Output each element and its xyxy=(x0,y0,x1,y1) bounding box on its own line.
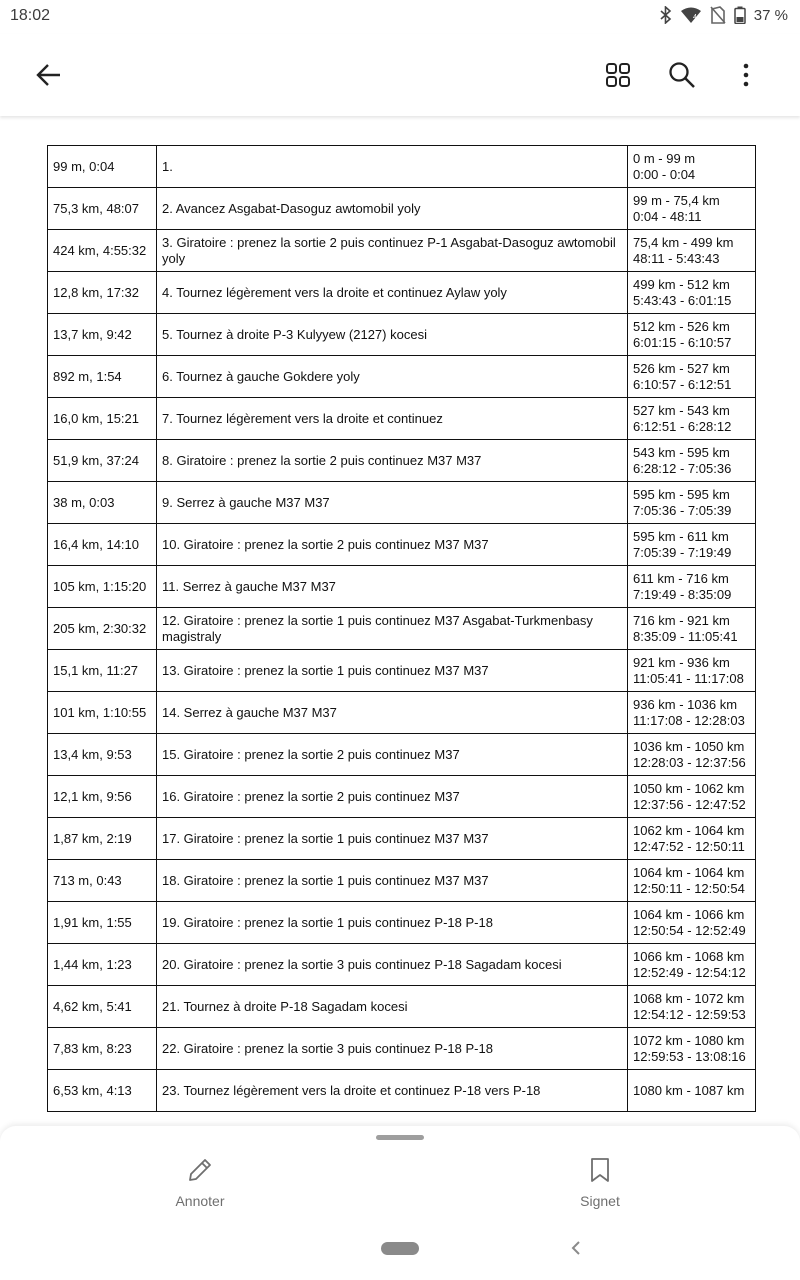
table-row xyxy=(48,566,756,608)
grid-view-icon[interactable] xyxy=(601,58,635,92)
pencil-icon xyxy=(186,1171,214,1188)
range-cell: 716 km - 921 km 8:35:09 - 11:05:41 xyxy=(628,608,756,650)
wifi-icon xyxy=(680,6,702,24)
search-icon[interactable] xyxy=(665,58,699,92)
instruction-cell: 12. Giratoire : prenez la sortie 1 puis continuez M37 Asgabat-Turkmenbasy magistraly xyxy=(157,608,628,650)
instruction-cell: 13. Giratoire : prenez la sortie 1 puis continuez M37 M37 xyxy=(157,650,628,692)
instruction-cell: 20. Giratoire : prenez la sortie 3 puis continuez P-18 Sagadam kocesi xyxy=(157,944,628,986)
distance-cell: 1,87 km, 2:19 xyxy=(48,818,157,860)
table-row xyxy=(48,734,756,776)
table-row xyxy=(48,356,756,398)
bookmark-button[interactable] xyxy=(540,1156,660,1216)
home-pill-icon[interactable] xyxy=(381,1242,419,1255)
status-time: 18:02 xyxy=(10,7,51,24)
distance-cell: 6,53 km, 4:13 xyxy=(48,1070,157,1112)
table-row xyxy=(48,776,756,818)
range-cell: 1066 km - 1068 km 12:52:49 - 12:54:12 xyxy=(628,944,756,986)
instruction-cell: 4. Tournez légèrement vers la droite et continuez Aylaw yoly xyxy=(157,272,628,314)
distance-cell: 892 m, 1:54 xyxy=(48,356,157,398)
table-row xyxy=(48,1070,756,1112)
instruction-cell: 3. Giratoire : prenez la sortie 2 puis continuez P-1 Asgabat-Dasoguz awtomobil yoly xyxy=(157,230,628,272)
range-cell: 921 km - 936 km 11:05:41 - 11:17:08 xyxy=(628,650,756,692)
instruction-cell: 18. Giratoire : prenez la sortie 1 puis continuez M37 M37 xyxy=(157,860,628,902)
table-row xyxy=(48,314,756,356)
bookmark-label: Signet xyxy=(580,1193,620,1209)
range-cell: 527 km - 543 km 6:12:51 - 6:28:12 xyxy=(628,398,756,440)
distance-cell: 99 m, 0:04 xyxy=(48,146,157,188)
distance-cell: 38 m, 0:03 xyxy=(48,482,157,524)
distance-cell: 75,3 km, 48:07 xyxy=(48,188,157,230)
range-cell: 936 km - 1036 km 11:17:08 - 12:28:03 xyxy=(628,692,756,734)
table-row xyxy=(48,860,756,902)
instruction-cell: 7. Tournez légèrement vers la droite et continuez xyxy=(157,398,628,440)
instruction-cell: 21. Tournez à droite P-18 Sagadam kocesi xyxy=(157,986,628,1028)
distance-cell: 51,9 km, 37:24 xyxy=(48,440,157,482)
distance-cell: 4,62 km, 5:41 xyxy=(48,986,157,1028)
distance-cell: 7,83 km, 8:23 xyxy=(48,1028,157,1070)
annotate-label: Annoter xyxy=(175,1193,225,1209)
distance-cell: 12,8 km, 17:32 xyxy=(48,272,157,314)
status-bar xyxy=(0,0,800,34)
table-row xyxy=(48,944,756,986)
distance-cell: 424 km, 4:55:32 xyxy=(48,230,157,272)
instruction-cell: 16. Giratoire : prenez la sortie 2 puis continuez M37 xyxy=(157,776,628,818)
range-cell: 526 km - 527 km 6:10:57 - 6:12:51 xyxy=(628,356,756,398)
distance-cell: 1,44 km, 1:23 xyxy=(48,944,157,986)
instruction-cell: 23. Tournez légèrement vers la droite et continuez P-18 vers P-18 xyxy=(157,1070,628,1112)
range-cell: 595 km - 611 km 7:05:39 - 7:19:49 xyxy=(628,524,756,566)
document-page[interactable] xyxy=(0,116,800,1126)
distance-cell: 15,1 km, 11:27 xyxy=(48,650,157,692)
table-row xyxy=(48,440,756,482)
range-cell: 499 km - 512 km 5:43:43 - 6:01:15 xyxy=(628,272,756,314)
range-cell: 1064 km - 1064 km 12:50:11 - 12:50:54 xyxy=(628,860,756,902)
distance-cell: 1,91 km, 1:55 xyxy=(48,902,157,944)
table-row xyxy=(48,986,756,1028)
instruction-cell: 9. Serrez à gauche M37 M37 xyxy=(157,482,628,524)
table-row xyxy=(48,818,756,860)
app-bar xyxy=(0,34,800,116)
distance-cell: 16,0 km, 15:21 xyxy=(48,398,157,440)
instruction-cell: 22. Giratoire : prenez la sortie 3 puis continuez P-18 P-18 xyxy=(157,1028,628,1070)
instruction-cell: 5. Tournez à droite P-3 Kulyyew (2127) kocesi xyxy=(157,314,628,356)
distance-cell: 13,4 km, 9:53 xyxy=(48,734,157,776)
distance-cell: 105 km, 1:15:20 xyxy=(48,566,157,608)
drag-handle[interactable] xyxy=(376,1135,424,1140)
range-cell: 0 m - 99 m 0:00 - 0:04 xyxy=(628,146,756,188)
instruction-cell: 8. Giratoire : prenez la sortie 2 puis continuez M37 M37 xyxy=(157,440,628,482)
table-row xyxy=(48,650,756,692)
instruction-cell: 15. Giratoire : prenez la sortie 2 puis continuez M37 xyxy=(157,734,628,776)
table-row xyxy=(48,272,756,314)
instruction-cell: 2. Avancez Asgabat-Dasoguz awtomobil yoly xyxy=(157,188,628,230)
more-options-icon[interactable] xyxy=(729,58,763,92)
bookmark-icon xyxy=(588,1171,612,1188)
instruction-cell: 1. xyxy=(157,146,628,188)
bluetooth-icon xyxy=(660,6,672,24)
instruction-cell: 19. Giratoire : prenez la sortie 1 puis continuez P-18 P-18 xyxy=(157,902,628,944)
distance-cell: 713 m, 0:43 xyxy=(48,860,157,902)
battery-percent: 37 % xyxy=(753,6,788,24)
range-cell: 1036 km - 1050 km 12:28:03 - 12:37:56 xyxy=(628,734,756,776)
no-sim-icon xyxy=(710,6,726,24)
range-cell: 99 m - 75,4 km 0:04 - 48:11 xyxy=(628,188,756,230)
range-cell: 1062 km - 1064 km 12:47:52 - 12:50:11 xyxy=(628,818,756,860)
table-row xyxy=(48,188,756,230)
distance-cell: 205 km, 2:30:32 xyxy=(48,608,157,650)
table-row xyxy=(48,230,756,272)
range-cell: 595 km - 595 km 7:05:36 - 7:05:39 xyxy=(628,482,756,524)
table-row xyxy=(48,146,756,188)
distance-cell: 16,4 km, 14:10 xyxy=(48,524,157,566)
instruction-cell: 17. Giratoire : prenez la sortie 1 puis continuez M37 M37 xyxy=(157,818,628,860)
instruction-cell: 11. Serrez à gauche M37 M37 xyxy=(157,566,628,608)
table-row xyxy=(48,524,756,566)
range-cell: 1080 km - 1087 km xyxy=(628,1070,756,1112)
table-row xyxy=(48,1028,756,1070)
range-cell: 543 km - 595 km 6:28:12 - 7:05:36 xyxy=(628,440,756,482)
table-row xyxy=(48,902,756,944)
annotate-button[interactable] xyxy=(140,1156,260,1216)
distance-cell: 13,7 km, 9:42 xyxy=(48,314,157,356)
range-cell: 75,4 km - 499 km 48:11 - 5:43:43 xyxy=(628,230,756,272)
route-table xyxy=(47,145,756,1112)
range-cell: 1072 km - 1080 km 12:59:53 - 13:08:16 xyxy=(628,1028,756,1070)
table-row xyxy=(48,608,756,650)
distance-cell: 12,1 km, 9:56 xyxy=(48,776,157,818)
range-cell: 1050 km - 1062 km 12:37:56 - 12:47:52 xyxy=(628,776,756,818)
svg-text:4: 4 xyxy=(692,14,697,21)
system-nav-bar xyxy=(0,1226,800,1280)
instruction-cell: 6. Tournez à gauche Gokdere yoly xyxy=(157,356,628,398)
table-row xyxy=(48,482,756,524)
status-icons xyxy=(660,6,788,24)
battery-icon xyxy=(734,6,746,24)
range-cell: 512 km - 526 km 6:01:15 - 6:10:57 xyxy=(628,314,756,356)
distance-cell: 101 km, 1:10:55 xyxy=(48,692,157,734)
table-row xyxy=(48,692,756,734)
table-row xyxy=(48,398,756,440)
back-arrow-icon[interactable] xyxy=(32,58,66,92)
instruction-cell: 10. Giratoire : prenez la sortie 2 puis continuez M37 M37 xyxy=(157,524,628,566)
range-cell: 611 km - 716 km 7:19:49 - 8:35:09 xyxy=(628,566,756,608)
nav-back-icon[interactable] xyxy=(566,1236,586,1260)
instruction-cell: 14. Serrez à gauche M37 M37 xyxy=(157,692,628,734)
range-cell: 1064 km - 1066 km 12:50:54 - 12:52:49 xyxy=(628,902,756,944)
range-cell: 1068 km - 1072 km 12:54:12 - 12:59:53 xyxy=(628,986,756,1028)
